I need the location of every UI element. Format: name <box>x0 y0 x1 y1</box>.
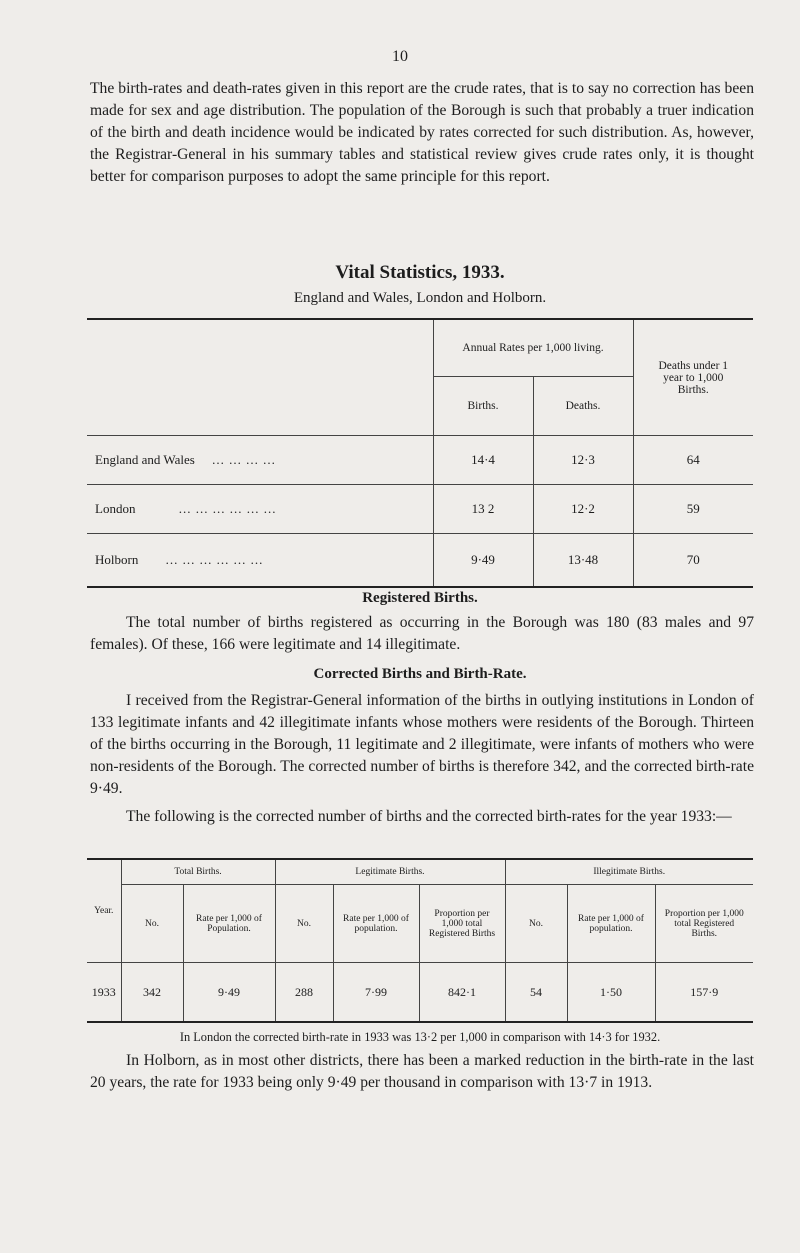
deaths-value: 12·2 <box>533 485 633 534</box>
london-note: In London the corrected birth-rate in 1933 was 13·2 per 1,000 in comparison with 14·3 for 1932. <box>179 1030 661 1044</box>
infant-deaths-value: 64 <box>633 436 753 485</box>
table-row <box>87 963 753 1023</box>
table-row <box>87 485 753 534</box>
header-total-rate: Rate per 1,000 of Population. <box>183 885 275 963</box>
corrected-births-heading: Corrected Births and Birth-Rate. <box>313 666 527 682</box>
leader-dots: ... ... ... ... <box>212 452 276 467</box>
header-illegitimate-births: Illegitimate Births. <box>505 859 753 885</box>
header-infant-deaths: Deaths under 1 year to 1,000 Births. <box>633 319 753 436</box>
vital-stats-table <box>87 318 753 588</box>
year-value: 1933 <box>91 984 116 999</box>
legit-proportion-value: 842·1 <box>419 963 505 1023</box>
header-illegit-no: No. <box>505 885 567 963</box>
infant-deaths-value: 70 <box>633 534 753 588</box>
table-row <box>87 436 753 485</box>
closing-paragraph: In Holborn, as in most other districts, there has been a marked reduction in the birth-rate in the last 20 years, the rate for 1933 being only 9·49 per thousand in comparison with 13·7 in 1913. <box>90 1052 754 1091</box>
births-value: 13 2 <box>433 485 533 534</box>
page-number: 10 <box>392 48 408 65</box>
registered-births-text: The total number of births registered as occurring in the Borough was 180 (83 males and 97 females). Of these, 166 were legitimate and 14 illegitimate. <box>90 614 754 653</box>
header-illegit-rate: Rate per 1,000 of population. <box>567 885 655 963</box>
vital-stats-title: Vital Statistics, 1933. <box>335 262 505 283</box>
area-label: England and Wales <box>95 452 195 467</box>
deaths-value: 12·3 <box>533 436 633 485</box>
total-rate-value: 9·49 <box>183 963 275 1023</box>
header-deaths: Deaths. <box>533 377 633 436</box>
intro-paragraph: The birth-rates and death-rates given in this report are the crude rates, that is to say no correction has been made for sex and age distribution. The population of the Borough is such that probably a truer indication of the birth and death incidence would be indicated by rates corrected for such distribution. As, however, the Registrar-General in his summary tables and statistical review gives crude rates only, it is thought better for comparison purposes to adopt the same principle for this report. <box>90 80 754 185</box>
header-births: Births. <box>433 377 533 436</box>
deaths-value: 13·48 <box>533 534 633 588</box>
illegit-no-value: 54 <box>505 963 567 1023</box>
header-legit-no: No. <box>275 885 333 963</box>
total-no-value: 342 <box>121 963 183 1023</box>
registered-births-heading: Registered Births. <box>362 590 478 606</box>
legit-rate-value: 7·99 <box>333 963 419 1023</box>
header-legitimate-births: Legitimate Births. <box>275 859 505 885</box>
leader-dots: ... ... ... ... ... ... <box>165 552 264 567</box>
illegit-proportion-value: 157·9 <box>655 963 753 1023</box>
births-value: 9·49 <box>433 534 533 588</box>
corrected-births-intro: The following is the corrected number of births and the corrected birth-rates for the year 1933:— <box>126 808 732 825</box>
vital-stats-subtitle: England and Wales, London and Holborn. <box>293 290 547 306</box>
births-table <box>87 858 753 1023</box>
header-legit-proportion: Proportion per 1,000 total Registered Births <box>419 885 505 963</box>
area-label: Holborn <box>95 552 139 567</box>
header-total-no: No. <box>121 885 183 963</box>
births-value: 14·4 <box>433 436 533 485</box>
area-label: London <box>95 501 136 516</box>
corrected-births-text: I received from the Registrar-General information of the births in outlying institutions in London of 133 legitimate infants and 42 illegitimate infants whose mothers were residents of the Borough. Thirteen of the births occurring in the Borough, 11 legitimate and 2 illegitimate, were infants of mothers who were non-residents of the Borough. The corrected number of births is therefore 342, and the corrected birth-rate 9·49. <box>90 692 754 797</box>
header-total-births: Total Births. <box>121 859 275 885</box>
table-row <box>87 534 753 588</box>
header-year: Year. <box>87 859 121 963</box>
leader-dots: ... ... ... ... ... ... <box>178 501 277 516</box>
illegit-rate-value: 1·50 <box>567 963 655 1023</box>
header-illegit-proportion: Proportion per 1,000 total Registered Births. <box>655 885 753 963</box>
header-annual-rates: Annual Rates per 1,000 living. <box>433 319 633 377</box>
legit-no-value: 288 <box>275 963 333 1023</box>
header-legit-rate: Rate per 1,000 of population. <box>333 885 419 963</box>
infant-deaths-value: 59 <box>633 485 753 534</box>
